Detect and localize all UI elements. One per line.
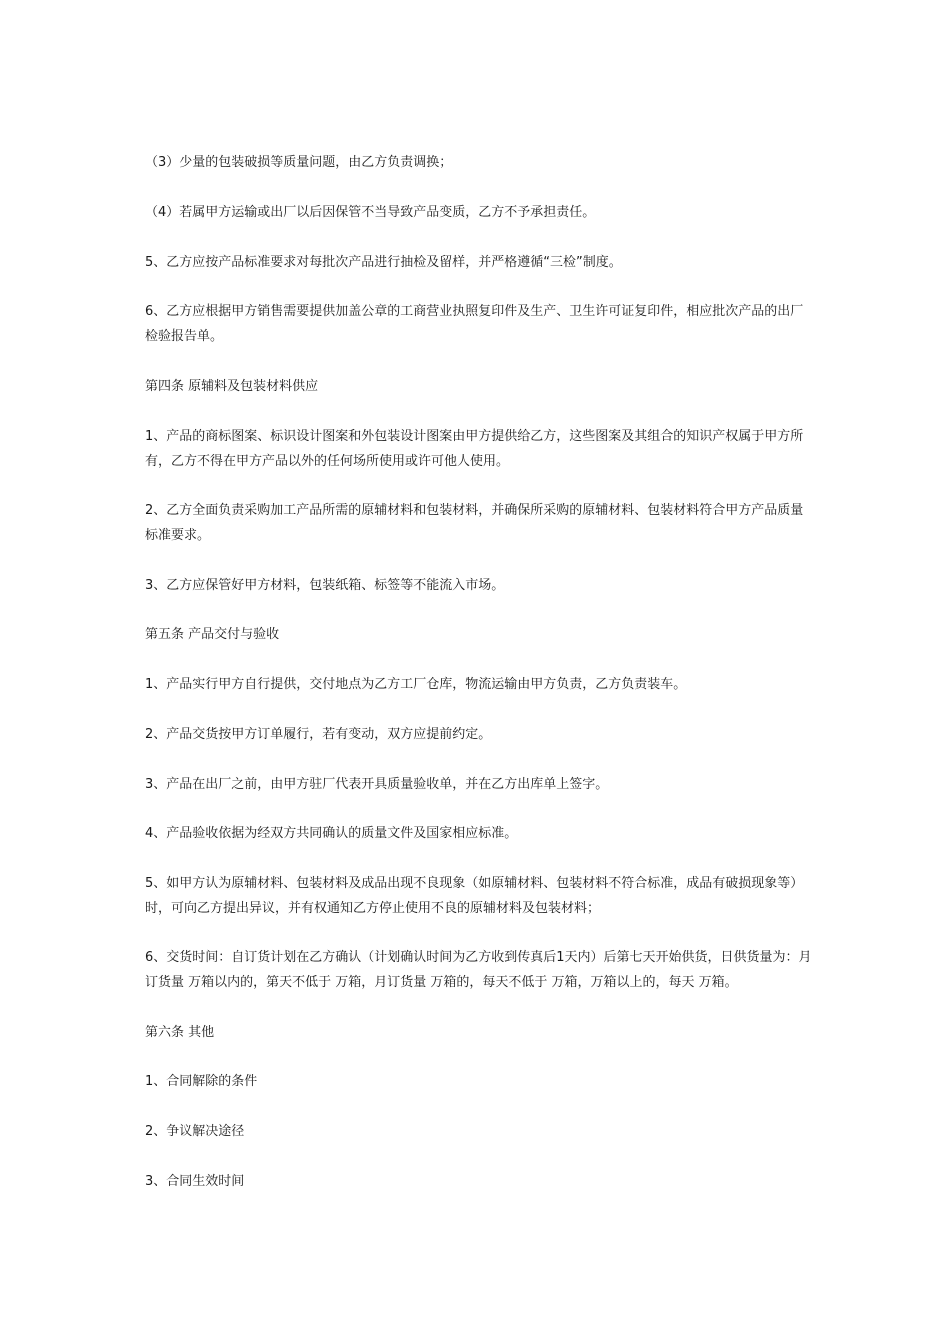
- clause-item-5-6: 6、交货时间：自订货计划在乙方确认（计划确认时间为乙方收到传真后1天内）后第七天开始供货，日供货量为：月订货量 万箱以内的，第天不低于 万箱，月订货量 万箱的，每天不低于 万箱，万箱以上的，每天 万箱。: [145, 950, 812, 990]
- clause-item-3-4: （4）若属甲方运输或出厂以后因保管不当导致产品变质，乙方不予承担责任。: [145, 205, 596, 220]
- clause-item-3-3: （3）少量的包装破损等质量问题，由乙方负责调换；: [145, 155, 453, 170]
- section-heading-6: 第六条 其他: [145, 1025, 215, 1040]
- clause-item-3-6: 6、乙方应根据甲方销售需要提供加盖公章的工商营业执照复印件及生产、卫生许可证复印件，相应批次产品的出厂检验报告单。: [145, 304, 804, 344]
- clause-item-4-2: 2、乙方全面负责采购加工产品所需的原辅材料和包装材料，并确保所采购的原辅材料、包装材料符合甲方产品质量标准要求。: [145, 503, 804, 543]
- section-heading-5: 第五条 产品交付与验收: [145, 627, 280, 642]
- clause-item-4-1: 1、产品的商标图案、标识设计图案和外包装设计图案由甲方提供给乙方，这些图案及其组合的知识产权属于甲方所有，乙方不得在甲方产品以外的任何场所使用或许可他人使用。: [145, 429, 804, 469]
- clause-item-3-5: 5、乙方应按产品标准要求对每批次产品进行抽检及留样，并严格遵循“三检”制度。: [145, 255, 622, 270]
- clause-item-5-2: 2、产品交货按甲方订单履行，若有变动，双方应提前约定。: [145, 727, 492, 742]
- clause-item-4-3: 3、乙方应保管好甲方材料，包装纸箱、标签等不能流入市场。: [145, 578, 505, 593]
- section-heading-4: 第四条 原辅料及包装材料供应: [145, 379, 319, 394]
- clause-item-5-3: 3、产品在出厂之前，由甲方驻厂代表开具质量验收单，并在乙方出库单上签字。: [145, 777, 609, 792]
- clause-item-6-1: 1、合同解除的条件: [145, 1074, 258, 1089]
- clause-item-5-1: 1、产品实行甲方自行提供，交付地点为乙方工厂仓库，物流运输由甲方负责，乙方负责装车。: [145, 677, 687, 692]
- clause-item-6-2: 2、争议解决途径: [145, 1124, 245, 1139]
- clause-item-6-3: 3、合同生效时间: [145, 1174, 245, 1189]
- clause-item-5-5: 5、如甲方认为原辅材料、包装材料及成品出现不良现象（如原辅材料、包装材料不符合标准，成品有破损现象等）时，可向乙方提出异议，并有权通知乙方停止使用不良的原辅材料及包装材料；: [145, 876, 804, 916]
- clause-item-5-4: 4、产品验收依据为经双方共同确认的质量文件及国家相应标准。: [145, 826, 518, 841]
